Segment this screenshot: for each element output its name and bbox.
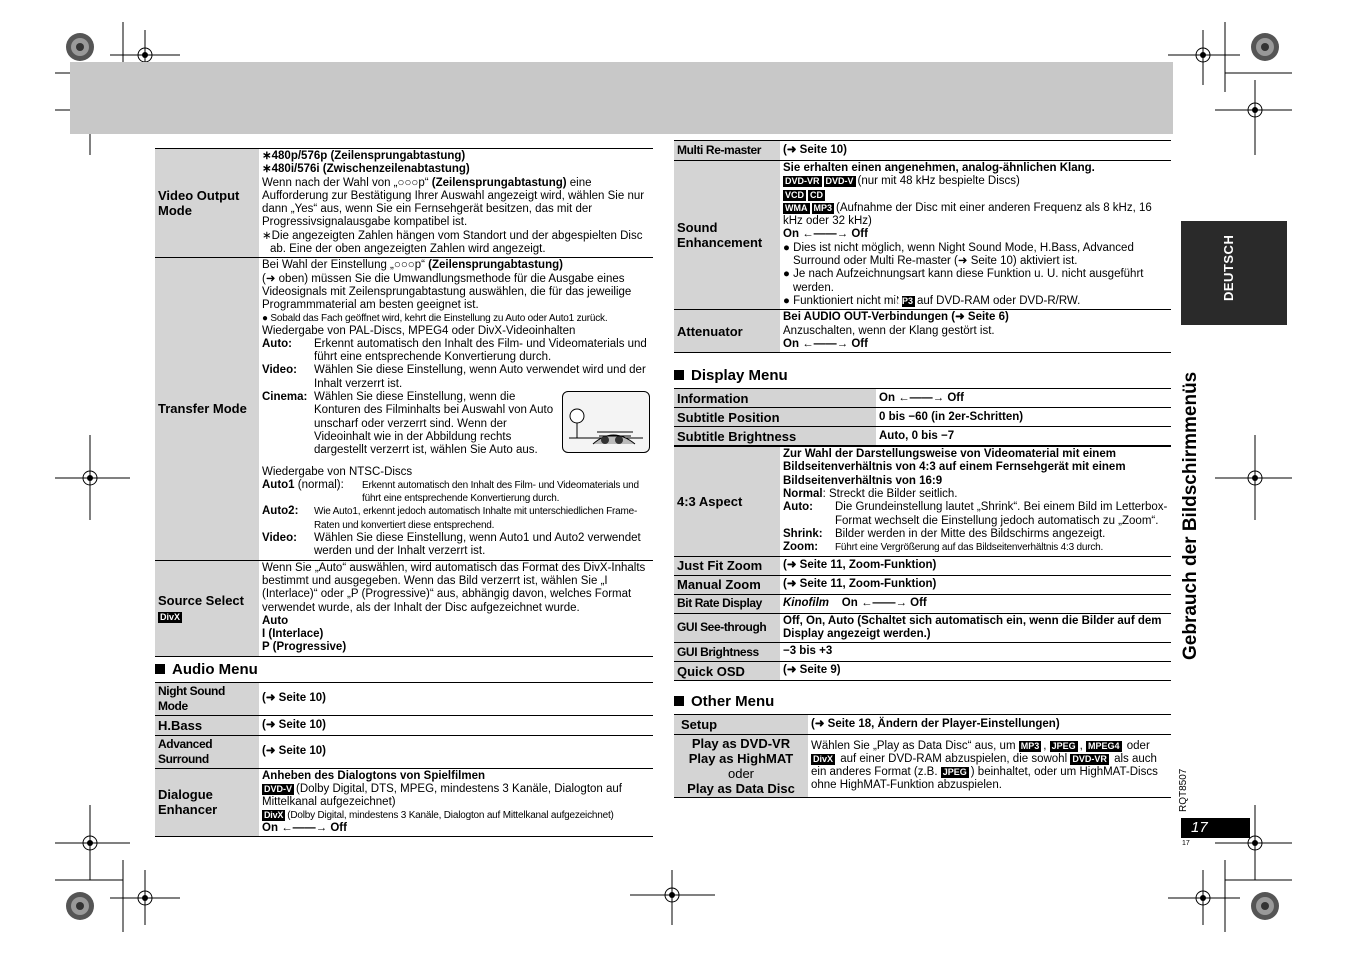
page-number-small: 17 <box>1182 840 1190 847</box>
atten-heading: Bei AUDIO OUT-Verbindungen (➜ Seite 6) <box>783 311 1009 324</box>
aspect-heading: Zur Wahl der Darstellungsweise von Videomaterial mit einem Bildseitenverhältnis von 4:3 auf einem Fernsehgerät mit einem Bildseitenverhältnis von 16:9 <box>783 448 1126 487</box>
row-information: Information On ←——→ Off <box>674 389 1171 408</box>
source-option-auto: Auto <box>262 614 289 627</box>
atten-onoff: On ←——→ Off <box>783 337 868 350</box>
row-source-select <box>155 560 653 656</box>
aspect-shrink: Shrink: Bilder werden in der Mitte des Bildschirms angezeigt. <box>783 527 1106 540</box>
header-band <box>70 62 1173 134</box>
dialogue-onoff: On ←——→ Off <box>262 821 347 834</box>
row-manual-zoom: Manual Zoom (➜ Seite 11, Zoom-Funktion) <box>674 575 1171 594</box>
row-night-sound: Night Sound Mode (➜ Seite 10) <box>155 682 653 715</box>
video-output-note: ∗Die angezeigten Zahlen hängen vom Standort und der abgespielten Disc ab. Eine der oben angezeigten Zahlen wird angezeigt. <box>262 229 643 256</box>
play-as-desc: Wählen Sie „Play as Data Disc“ aus, um MP3 , JPEG , MPEG4 oder DivX auf einer DVD-RAM abzuspielen, die sowohl DVD-VR als auch ein anderes Format (z.B. JPEG ) beinhaltet, oder um HighMAT-Discs ohne HighMAT-Funktion abzuspielen. <box>808 735 1171 798</box>
left-column <box>155 148 653 837</box>
row-sound-enhancement: Sound Enhancement Sie erhalten einen angenehmen, analog-ähnlichen Klang. DVD-VR DVD-V (nur mit 48 kHz bespielte Discs) VCD CD WMA MP3 (Aufnahme der Disc mit einer anderen Frequenz als 8 kHz, 16 kHz oder 32 kHz) On ←——→ Off ● Dies ist nicht möglich, wenn Night Sound Mode, H.Bass, Advanced Surround oder Multi Re-master (➜ Seite 10) aktiviert ist. ● Je nach Aufzeichnungsart kann diese Funktion u. U. nicht ausgeführt werden. ● Funktioniert nicht mit MP3 auf DVD-RAM oder DVD-R/RW. <box>674 161 1171 310</box>
row-hbass: H.Bass (➜ Seite 10) <box>155 715 653 735</box>
row-dialogue-enhancer: Dialogue Enhancer Anheben des Dialogtons von Spielfilmen DVD-V (Dolby Digital, DTS, MPEG, mindestens 3 Kanäle, Dialogton auf Mittelkanal aufgezeichnet) DivX (Dolby Digital, mindestens 3 Kanäle, Dialogton auf Mittelkanal aufgezeichnet) On ←——→ Off <box>155 768 653 836</box>
row-play-as: Play as DVD-VR Play as HighMAT oder Play as Data Disc Wählen Sie „Play as Data Disc“ aus, um MP3 , JPEG , MPEG4 oder DivX auf einer DVD-RAM abzuspielen, die sowohl DVD-VR als auch ein anderes Format (z.B. JPEG ) beinhaltet, oder um HighMAT-Discs ohne HighMAT-Funktion abzuspielen. <box>674 735 1171 798</box>
option-480p: ∗480p/576p (Zeilensprungabtastung) <box>262 150 466 162</box>
row-transfer-mode <box>155 258 653 560</box>
aspect-auto: Auto: Die Grundeinstellung lautet „Shrink“. Bei einem Bild im Letterbox-Format wechselt die Einstellung jedoch automatisch zu „Zoom“. <box>783 501 1168 527</box>
option-480i: ∗480i/576i (Zwischenzeilenabtastung) <box>262 163 470 176</box>
row-quick-osd: Quick OSD (➜ Seite 9) <box>674 662 1171 681</box>
row-attenuator: Attenuator Bei AUDIO OUT-Verbindungen (➜ Seite 6) Anzuschalten, wenn der Klang gestört ist. On ←——→ Off <box>674 310 1171 353</box>
other-menu-table <box>674 714 1171 798</box>
row-gui-brightness: GUI Brightness −3 bis +3 <box>674 643 1171 662</box>
row-aspect: 4:3 Aspect Zur Wahl der Darstellungsweise von Videomaterial mit einem Bildseitenverhältnis von 4:3 auf einem Fernsehgerät mit einem Bildseitenverhältnis von 16:9 Normal: Streckt die Bilder seitlich. Auto: Die Grundeinstellung lautet „Shrink“. Bei einem Bild im Letterbox-Format wechselt die Einstellung jedoch automatisch zu „Zoom“. Shrink: Bilder werden in der Mitte des Bildschirms angezeigt. Zoom: Führt eine Vergrößerung auf das Bildseitenverhältnis 4:3 durch. <box>674 447 1171 556</box>
display-menu-heading: Display Menu <box>674 367 1171 385</box>
transfer-ntsc-heading: Wiedergabe von NTSC-Discs <box>262 465 413 478</box>
source-option-progressive: P (Progressive) <box>262 641 347 654</box>
sound-bullet-2: ● Je nach Aufzeichnungsart kann diese Funktion u. U. nicht ausgeführt werden. <box>783 268 1144 294</box>
sound-bullet-3: ● Funktioniert nicht mit MP3 auf DVD-RAM oder DVD-R/RW. <box>783 294 1081 307</box>
video-settings-table <box>155 148 653 657</box>
display-menu-table-2 <box>674 446 1171 681</box>
dialogue-heading: Anheben des Dialogtons von Spielfilmen <box>262 769 485 782</box>
key-source-select: Source Select DivX <box>155 560 259 656</box>
sound-wma: WMA MP3 (Aufnahme der Disc mit einer anderen Frequenz als 8 kHz, 16 kHz oder 32 kHz) <box>783 201 1152 228</box>
other-menu-heading: Other Menu <box>674 693 1171 711</box>
page-number: 17 <box>1181 818 1250 838</box>
source-desc: Wenn Sie „Auto“ auswählen, wird automatisch das Format des DivX-Inhalts bestimmt und ausgegeben. Wenn das Bild verzerrt ist, wählen Sie „I (Interlace)“ oder „P (Progressive)“ aus, abhängig davon, welches Format verwendet wurde, als der Inhalt der Disc aufgezeichnet wurde. <box>262 561 646 614</box>
display-menu-table <box>674 388 1171 446</box>
transfer-intro: Bei Wahl der Einstellung „○○○p“ (Zeilensprungabtastung) (➜ oben) müssen Sie die Umwandlungsmethode für die Ausgabe eines Videosignals mit Zeilensprungabtastung auswählen, die für das jeweilige Programmmaterial am besten geeignet ist. <box>262 259 632 312</box>
transfer-auto: Auto: Erkennt automatisch den Inhalt des Film- und Videomaterials und führt eine entsprechende Konvertierung durch. <box>262 337 647 364</box>
transfer-cinema: Cinema: Wählen Sie diese Einstellung, wenn die Konturen des Filminhalts bei Auswahl von Auto unscharf oder verzerrt sind. Wenn der Videoinhalt wie in der Abbildung rechts dargestellt verzerrt ist, wählen Sie Auto aus. <box>262 391 650 457</box>
row-bit-rate-display: Bit Rate Display Kinofilm On ←——→ Off <box>674 594 1171 613</box>
language-tab: DEUTSCH <box>1181 221 1287 325</box>
audio-menu-heading: Audio Menu <box>155 661 653 679</box>
right-column <box>674 140 1171 798</box>
transfer-pal-heading: Wiedergabe von PAL-Discs, MPEG4 oder DivX-Videoinhalten <box>262 324 576 337</box>
transfer-auto2: Auto2: Wie Auto1, erkennt jedoch automatisch Inhalte mit unterschiedlichen Frame-Raten und konvertiert diese entsprechend. <box>262 505 638 531</box>
sound-heading: Sie erhalten einen angenehmen, analog-ähnlichen Klang. <box>783 162 1095 174</box>
row-subtitle-position: Subtitle Position 0 bis −60 (in 2er-Schritten) <box>674 408 1171 427</box>
row-setup: Setup (➜ Seite 18, Ändern der Player-Einstellungen) <box>674 715 1171 735</box>
row-video-output-mode <box>155 149 653 258</box>
divx-tag: DivX <box>160 612 181 623</box>
audio-menu-table <box>155 682 653 837</box>
dialogue-dvdv: DVD-V (Dolby Digital, DTS, MPEG, mindestens 3 Kanäle, Dialogton auf Mittelkanal aufgezeichnet) <box>262 782 622 809</box>
row-multi-remaster: Multi Re-master (➜ Seite 10) <box>674 141 1171 161</box>
row-gui-see-through: GUI See-through Off, On, Auto (Schaltet sich automatisch ein, wenn die Bilder auf dem Display angezeigt werden.) <box>674 613 1171 643</box>
audio-cont-table <box>674 140 1171 353</box>
atten-desc: Anzuschalten, wenn der Klang gestört ist. <box>783 324 995 337</box>
key-transfer-mode: Transfer Mode <box>155 258 259 560</box>
aspect-zoom: Zoom: Führt eine Vergrößerung auf das Bildseitenverhältnis 4:3 durch. <box>783 541 1104 554</box>
sound-dvd: DVD-VR DVD-V (nur mit 48 kHz bespielte Discs) <box>785 175 1020 188</box>
row-just-fit-zoom: Just Fit Zoom (➜ Seite 11, Zoom-Funktion) <box>674 556 1171 575</box>
aspect-normal: Normal: Streckt die Bilder seitlich. <box>783 488 958 501</box>
key-video-output-mode: Video Output Mode <box>155 149 259 258</box>
dialogue-divx: DivX (Dolby Digital, mindestens 3 Kanäle, Dialogton auf Mittelkanal aufgezeichnet) <box>264 809 614 821</box>
sound-bullet-1: ● Dies ist nicht möglich, wenn Night Sound Mode, H.Bass, Advanced Surround oder Multi Re-master (➜ Seite 10) aktiviert ist. <box>783 241 1134 268</box>
transfer-bullet: ● Sobald das Fach geöffnet wird, kehrt die Einstellung zu Auto oder Auto1 zurück. <box>262 312 608 324</box>
video-output-desc: Wenn nach der Wahl von „○○○p“ (Zeilensprungabtastung) eine Aufforderung zur Bestätigung Ihrer Auswahl angezeigt wird, wählen Sie nur dann „Yes“ aus, wenn Sie ein Fernsehgerät besitzen, das mit der Progressivsignalausgabe kompatibel ist. <box>262 176 645 229</box>
distorted-image-illustration <box>562 391 650 453</box>
transfer-auto1: Auto1 (normal): Erkennt automatisch den Inhalt des Film- und Videomaterials und führt eine entsprechende Konvertierung durch. <box>262 478 639 505</box>
sound-onoff: On ←——→ Off <box>783 228 868 241</box>
source-option-interlace: I (Interlace) <box>262 628 324 641</box>
transfer-video2: Video: Wählen Sie diese Einstellung, wenn Auto1 und Auto2 verwendet werden und der Inhalt verzerrt ist. <box>262 532 641 558</box>
transfer-video: Video: Wählen Sie diese Einstellung, wenn Auto verwendet wird und der Inhalt verzerrt ist. <box>262 364 646 390</box>
doc-code: RQT8507 <box>1178 768 1189 812</box>
row-advanced-surround: Advanced Surround (➜ Seite 10) <box>155 735 653 768</box>
row-subtitle-brightness: Subtitle Brightness Auto, 0 bis −7 <box>674 427 1171 446</box>
sound-vcd: VCD CD <box>785 189 824 200</box>
vertical-section-title: Gebrauch der Bildschirmmenüs <box>1180 371 1201 660</box>
